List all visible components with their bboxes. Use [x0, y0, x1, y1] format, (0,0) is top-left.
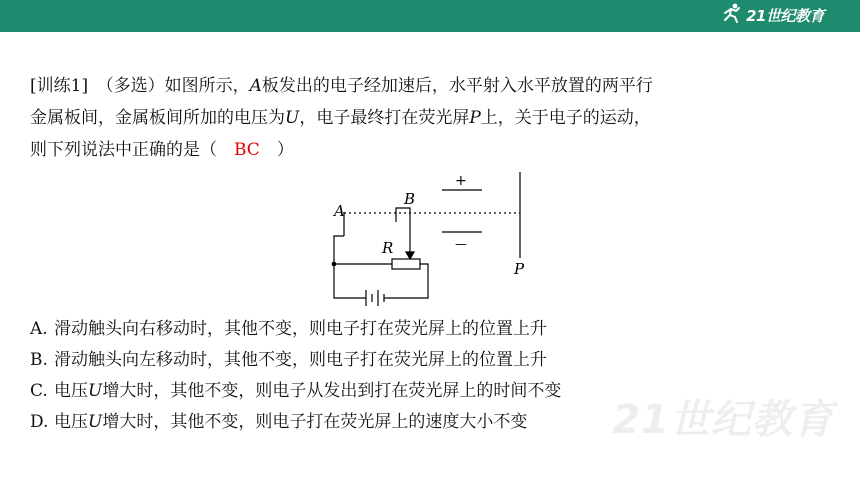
wire-battery-left — [334, 264, 366, 298]
option-a[interactable]: A. 滑动触头向右移动时，其他不变，则电子打在荧光屏上的位置上升 — [30, 319, 547, 339]
options-list — [30, 314, 830, 438]
option-d[interactable]: D. 电压U增大时，其他不变，则电子打在荧光屏上的速度大小不变 — [30, 412, 528, 432]
question-line-1: [训练1] （多选）如图所示，A板发出的电子经加速后，水平射入水平放置的两平行 — [30, 76, 653, 96]
label-r: R — [382, 239, 394, 257]
label-minus: — — [455, 237, 467, 251]
header-bar — [0, 0, 860, 32]
question-stem — [30, 70, 830, 166]
label-a: A — [334, 202, 345, 220]
resistor-r — [392, 259, 420, 269]
site-logo — [721, 3, 824, 27]
runner-icon — [721, 3, 743, 27]
option-c[interactable]: C. 电压U增大时，其他不变，则电子从发出到打在荧光屏上的时间不变 — [30, 381, 562, 401]
label-b: B — [404, 190, 416, 208]
answer-text: BC — [234, 140, 260, 160]
option-b[interactable]: B. 滑动触头向左移动时，其他不变，则电子打在荧光屏上的位置上升 — [30, 350, 547, 370]
junction-dot — [332, 262, 337, 267]
label-p: P — [514, 260, 525, 278]
circuit-diagram — [300, 166, 540, 308]
wire-b-slider — [396, 208, 410, 254]
question-line-2: 金属板间，金属板间所加的电压为U，电子最终打在荧光屏P上，关于电子的运动， — [30, 108, 651, 128]
wire-a-left — [334, 236, 344, 264]
watermark: 21世纪教育 — [612, 397, 834, 443]
label-plus: + — [455, 173, 467, 189]
question-line-3: 则下列说法中正确的是（ BC ） — [30, 140, 294, 160]
logo-text: 21世纪教育 — [746, 6, 824, 25]
slider-arrow — [406, 252, 414, 259]
